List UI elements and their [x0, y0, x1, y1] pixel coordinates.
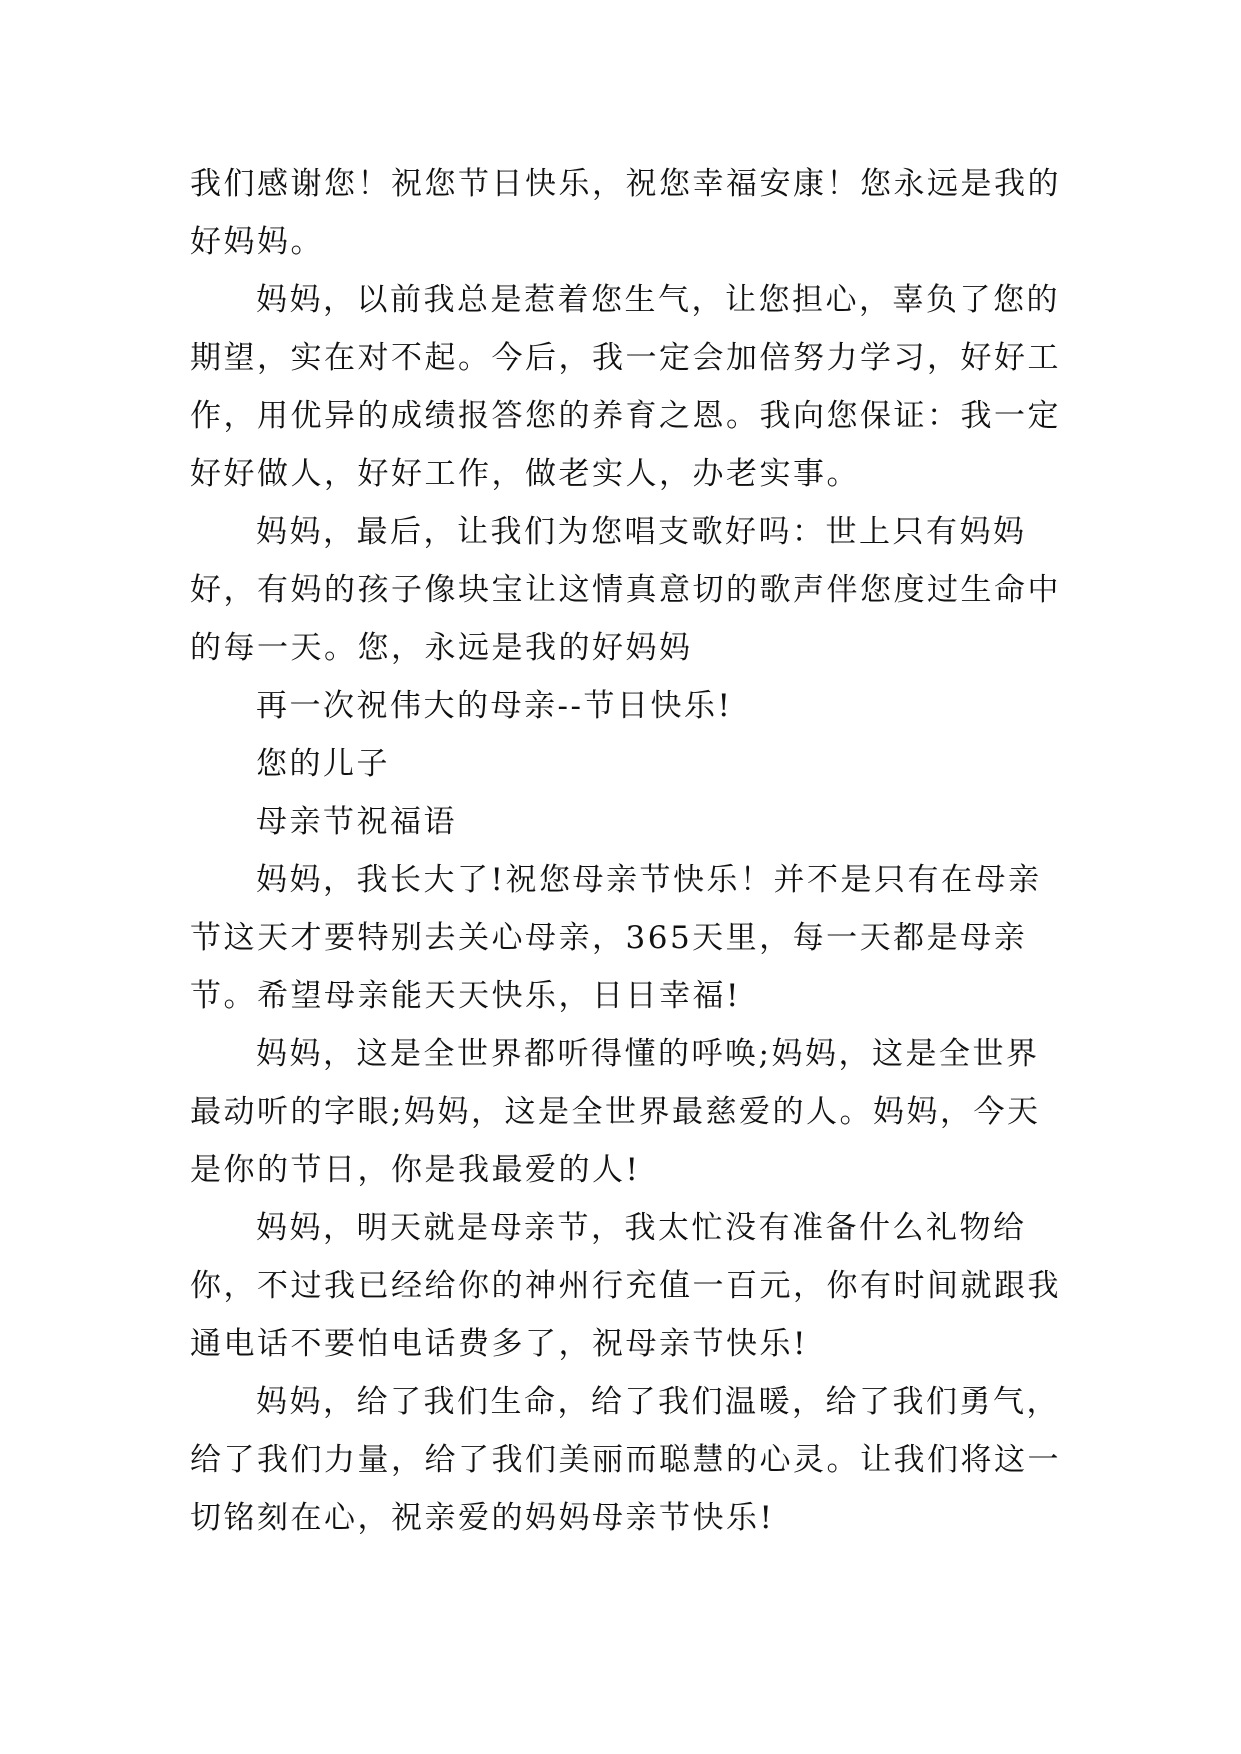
paragraph: 再一次祝伟大的母亲--节日快乐! — [256, 688, 733, 724]
section-heading: 母亲节祝福语 — [256, 804, 457, 840]
paragraph: 妈妈，我长大了!祝您母亲节快乐！并不是只有在母亲节这天才要特别去关心母亲，365天里，每一天都是母亲节。希望母亲能天天快乐，日日幸福! — [190, 862, 1042, 1014]
signature-line: 您的儿子 — [256, 746, 390, 782]
document-body — [190, 155, 1070, 1547]
paragraph: 妈妈，以前我总是惹着您生气，让您担心，辜负了您的期望，实在对不起。今后，我一定会加倍努力学习，好好工作，用优异的成绩报答您的养育之恩。我向您保证：我一定好好做人，好好工作，做老实人，办老实事。 — [190, 282, 1061, 492]
paragraph: 妈妈，明天就是母亲节，我太忙没有准备什么礼物给你，不过我已经给你的神州行充值一百元，你有时间就跟我通电话不要怕电话费多了，祝母亲节快乐! — [190, 1210, 1061, 1362]
paragraph: 妈妈，最后，让我们为您唱支歌好吗：世上只有妈妈好，有妈的孩子像块宝让这情真意切的歌声伴您度过生命中的每一天。您，永远是我的好妈妈 — [190, 514, 1061, 666]
paragraph: 我们感谢您！祝您节日快乐，祝您幸福安康！您永远是我的好妈妈。 — [190, 166, 1061, 260]
paragraph: 妈妈，给了我们生命，给了我们温暖，给了我们勇气，给了我们力量，给了我们美丽而聪慧的心灵。让我们将这一切铭刻在心，祝亲爱的妈妈母亲节快乐! — [190, 1384, 1061, 1536]
paragraph: 妈妈，这是全世界都听得懂的呼唤;妈妈，这是全世界最动听的字眼;妈妈，这是全世界最慈爱的人。妈妈，今天是你的节日，你是我最爱的人! — [190, 1036, 1041, 1188]
